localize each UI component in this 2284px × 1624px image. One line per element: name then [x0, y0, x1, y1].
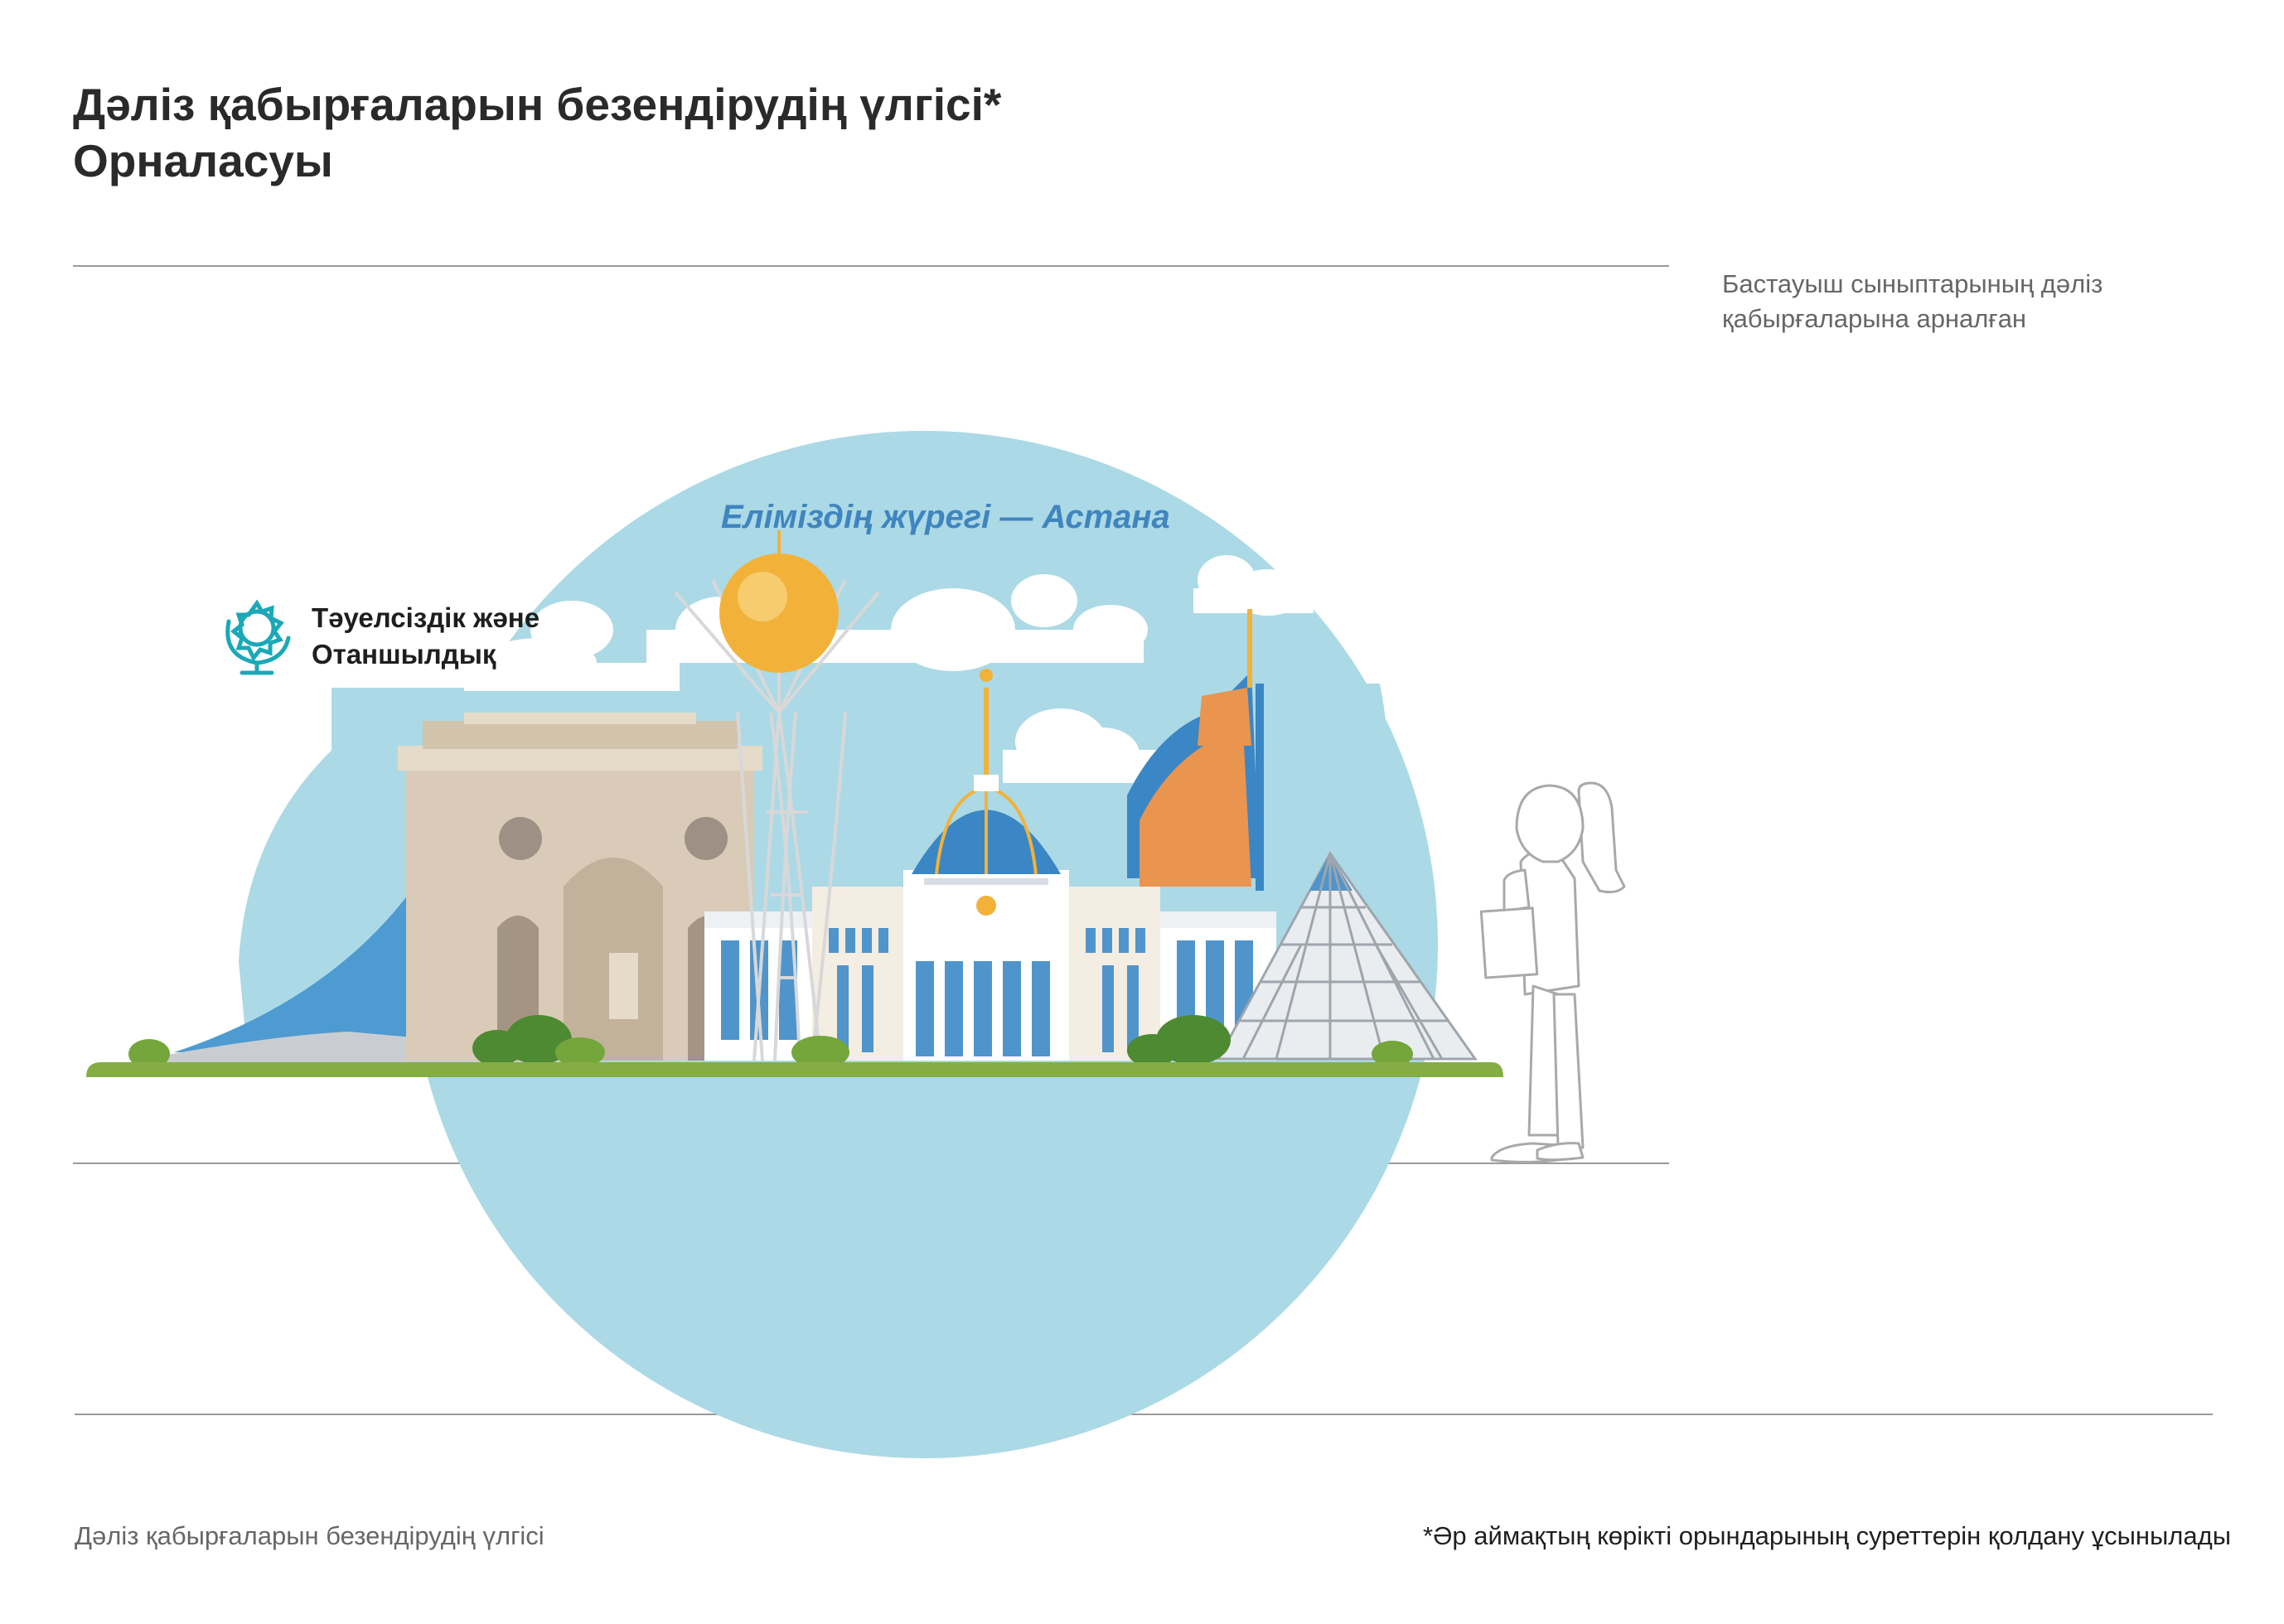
logo-caption-line-2: Отаншылдық [312, 639, 496, 669]
placement-note-line-1: Бастауыш сыныптарының дәліз [1722, 269, 2103, 298]
logo-caption-line-1: Тәуелсіздік және [312, 602, 540, 633]
page-title-line-1: Дәліз қабырғаларын безендірудің үлгісі* [73, 79, 1002, 130]
footer-footnote: *Әр аймақтың көрікті орындарының суреттерін қолдану ұсынылады [1423, 1521, 2231, 1550]
independence-logo-icon [228, 603, 288, 673]
child-silhouette [1481, 783, 1624, 1162]
footer-document-title: Дәліз қабырғаларын безендірудің үлгісі [75, 1521, 544, 1550]
placement-note-line-2: қабырғаларына арналған [1722, 304, 2027, 333]
mural-heading: Еліміздің жүрегі — Астана [721, 499, 1170, 535]
page-title-line-2: Орналасуы [73, 135, 333, 186]
logo-caption [312, 600, 540, 673]
